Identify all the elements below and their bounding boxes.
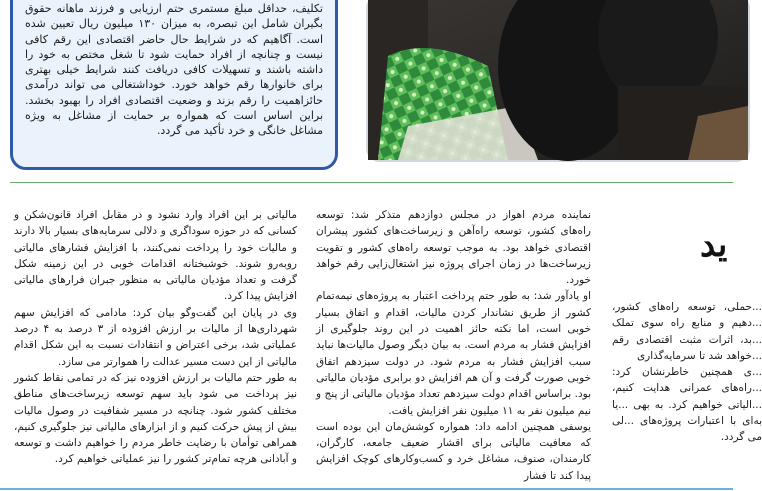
paragraph: او یادآور شد: به طور حتم پرداخت اعتبار به پروژه‌های نیمه‌تمام کشور از طریق نشاندار کردن مالیات، اقدام و اتفاق بسیار خوبی است، اما نکته حائز اهمیت در این روند جلوگیری از افزایش فشار به مردم است. به بیان دیگر وصول مالیات‌ها نباید سبب افزایش فشار به مردم شود. در دولت سیزدهم اتفاق خوبی صورت گرفت و آن هم افزایش دو برابری مؤدیان مالیاتی بود. براساس اقدام دولت سیزدهم تعداد مؤدیان مالیاتی از پنج و نیم میلیون نفر به ۱۱ میلیون نفر افزایش یافت. — [316, 290, 591, 417]
section-divider — [10, 182, 733, 183]
headline-fragment: ید — [700, 225, 728, 265]
partial-text — [612, 299, 762, 446]
paragraph: وی در پایان این گفت‌وگو بیان کرد: مادامی که افزایش سهم شهرداری‌ها از مالیات بر ارزش افزوده از ۳ درصد به ۴ درصد عملیاتی شد، برخی اعتراض و انتقادات نسبت به این شکل اقدام مالیاتی از این دست مسیر عدالت را هموارتر می سازد. — [14, 306, 298, 368]
top-band — [0, 0, 733, 178]
news-photo — [366, 0, 750, 162]
article-column-right-partial — [612, 207, 762, 489]
photo-illustration — [368, 0, 748, 160]
bottom-rule — [0, 488, 733, 490]
highlight-box — [10, 0, 338, 170]
article-column-middle — [316, 207, 591, 484]
paragraph: یوسفی همچنین ادامه داد: همواره کوشش‌مان این بوده است که معافیت مالیاتی برای اقشار ضعیف جامعه، کارگران، کارمندان، صنوف، مشاغل خرد و کسب‌وکارهای کوچک افزایش پیدا کند تا فشار — [316, 420, 591, 482]
paragraph: به طور حتم مالیات بر ارزش افزوده نیز که در تمامی نقاط کشور نیز پرداخت می شود باید سهم توسعه زیرساخت‌های مناطق مختلف کشور شود. چنانچه در مسیر شفافیت در وصول مالیات بیش از پیش حرکت کنیم و از ابزارهای مالیاتی نیز جلوگیری کنیم، همراهی توأمان با رضایت خاطر مردم را خواهیم داشت و توسعه و آبادانی هرچه تمام‌تر کشور را نیز عملیاتی خواهیم کرد. — [14, 371, 297, 466]
paragraph: ...ی همچنین خاطرنشان کرد: ...راه‌های عمرانی هدایت کنیم، ...الیاتی خواهیم کرد. به بهی ...یا به‌ای با اعتبارات پروژه‌های ...لی می گردد. — [612, 366, 762, 444]
paragraph: نماینده مردم اهواز در مجلس دوازدهم متذکر شد: توسعه راه‌های کشور، توسعه راه‌آهن و زیرساخت‌های کشور پیشران اقتصادی خواهد بود. به موجب توسعه راه‌های کشور و تقویت زیرساخت‌ها در زمان اجرای پروژه نیز اشتغال‌زایی رقم خواهد خورد. — [316, 209, 591, 287]
highlight-box-text: تکلیف، حداقل مبلغ مستمری حتم ارزیابی و فرزند ماهانه حقوق بگیران شامل این تبصره، به میزان ۱۳۰ میلیون ریال تعیین شده است. آگاهیم که در شرایط حال حاضر اقتصادی این رقم کافی نیست و چنانچه از افراد حمایت شود تا شغل مختص به خود را داشته باشند و تسهیلات کافی دریافت کنند شرایط خیلی بهتری برای خانوارها رقم خواهد خورد. خوداشتغالی می تواند درآمدی حائزاهمیت را رقم بزند و وضعیت اقتصادی افراد را بهبود بخشد. براین اساس است که همواره بر حمایت از مشاغل به ویژه مشاغل خانگی و خرد تأکید می گردد. — [25, 2, 323, 138]
paragraph: ...حملی، توسعه راه‌های کشور، ...دهیم و منابع راه سوی تملک ...بد، اثرات مثبت اقتصادی رقم ...خواهد شد تا سرمایه‌گذاری — [612, 301, 762, 362]
article-column-left — [14, 207, 297, 468]
paragraph: مالیاتی بر این افراد وارد نشود و در مقابل افراد قانون‌شکن و کسانی که در حوزه سوداگری و دلالی سرمایه‌های بسیار بالا دارند و مالیات خود را پرداخت نمی‌کنند، با افزایش فشارهای مالیاتی روبه‌رو شوند. خوشبختانه اقدامات خوبی در این زمینه شکل گرفت و تعداد مؤدیان مالیاتی به منظور جبران فرارهای مالیاتی افزایش پیدا کرد. — [14, 209, 297, 303]
